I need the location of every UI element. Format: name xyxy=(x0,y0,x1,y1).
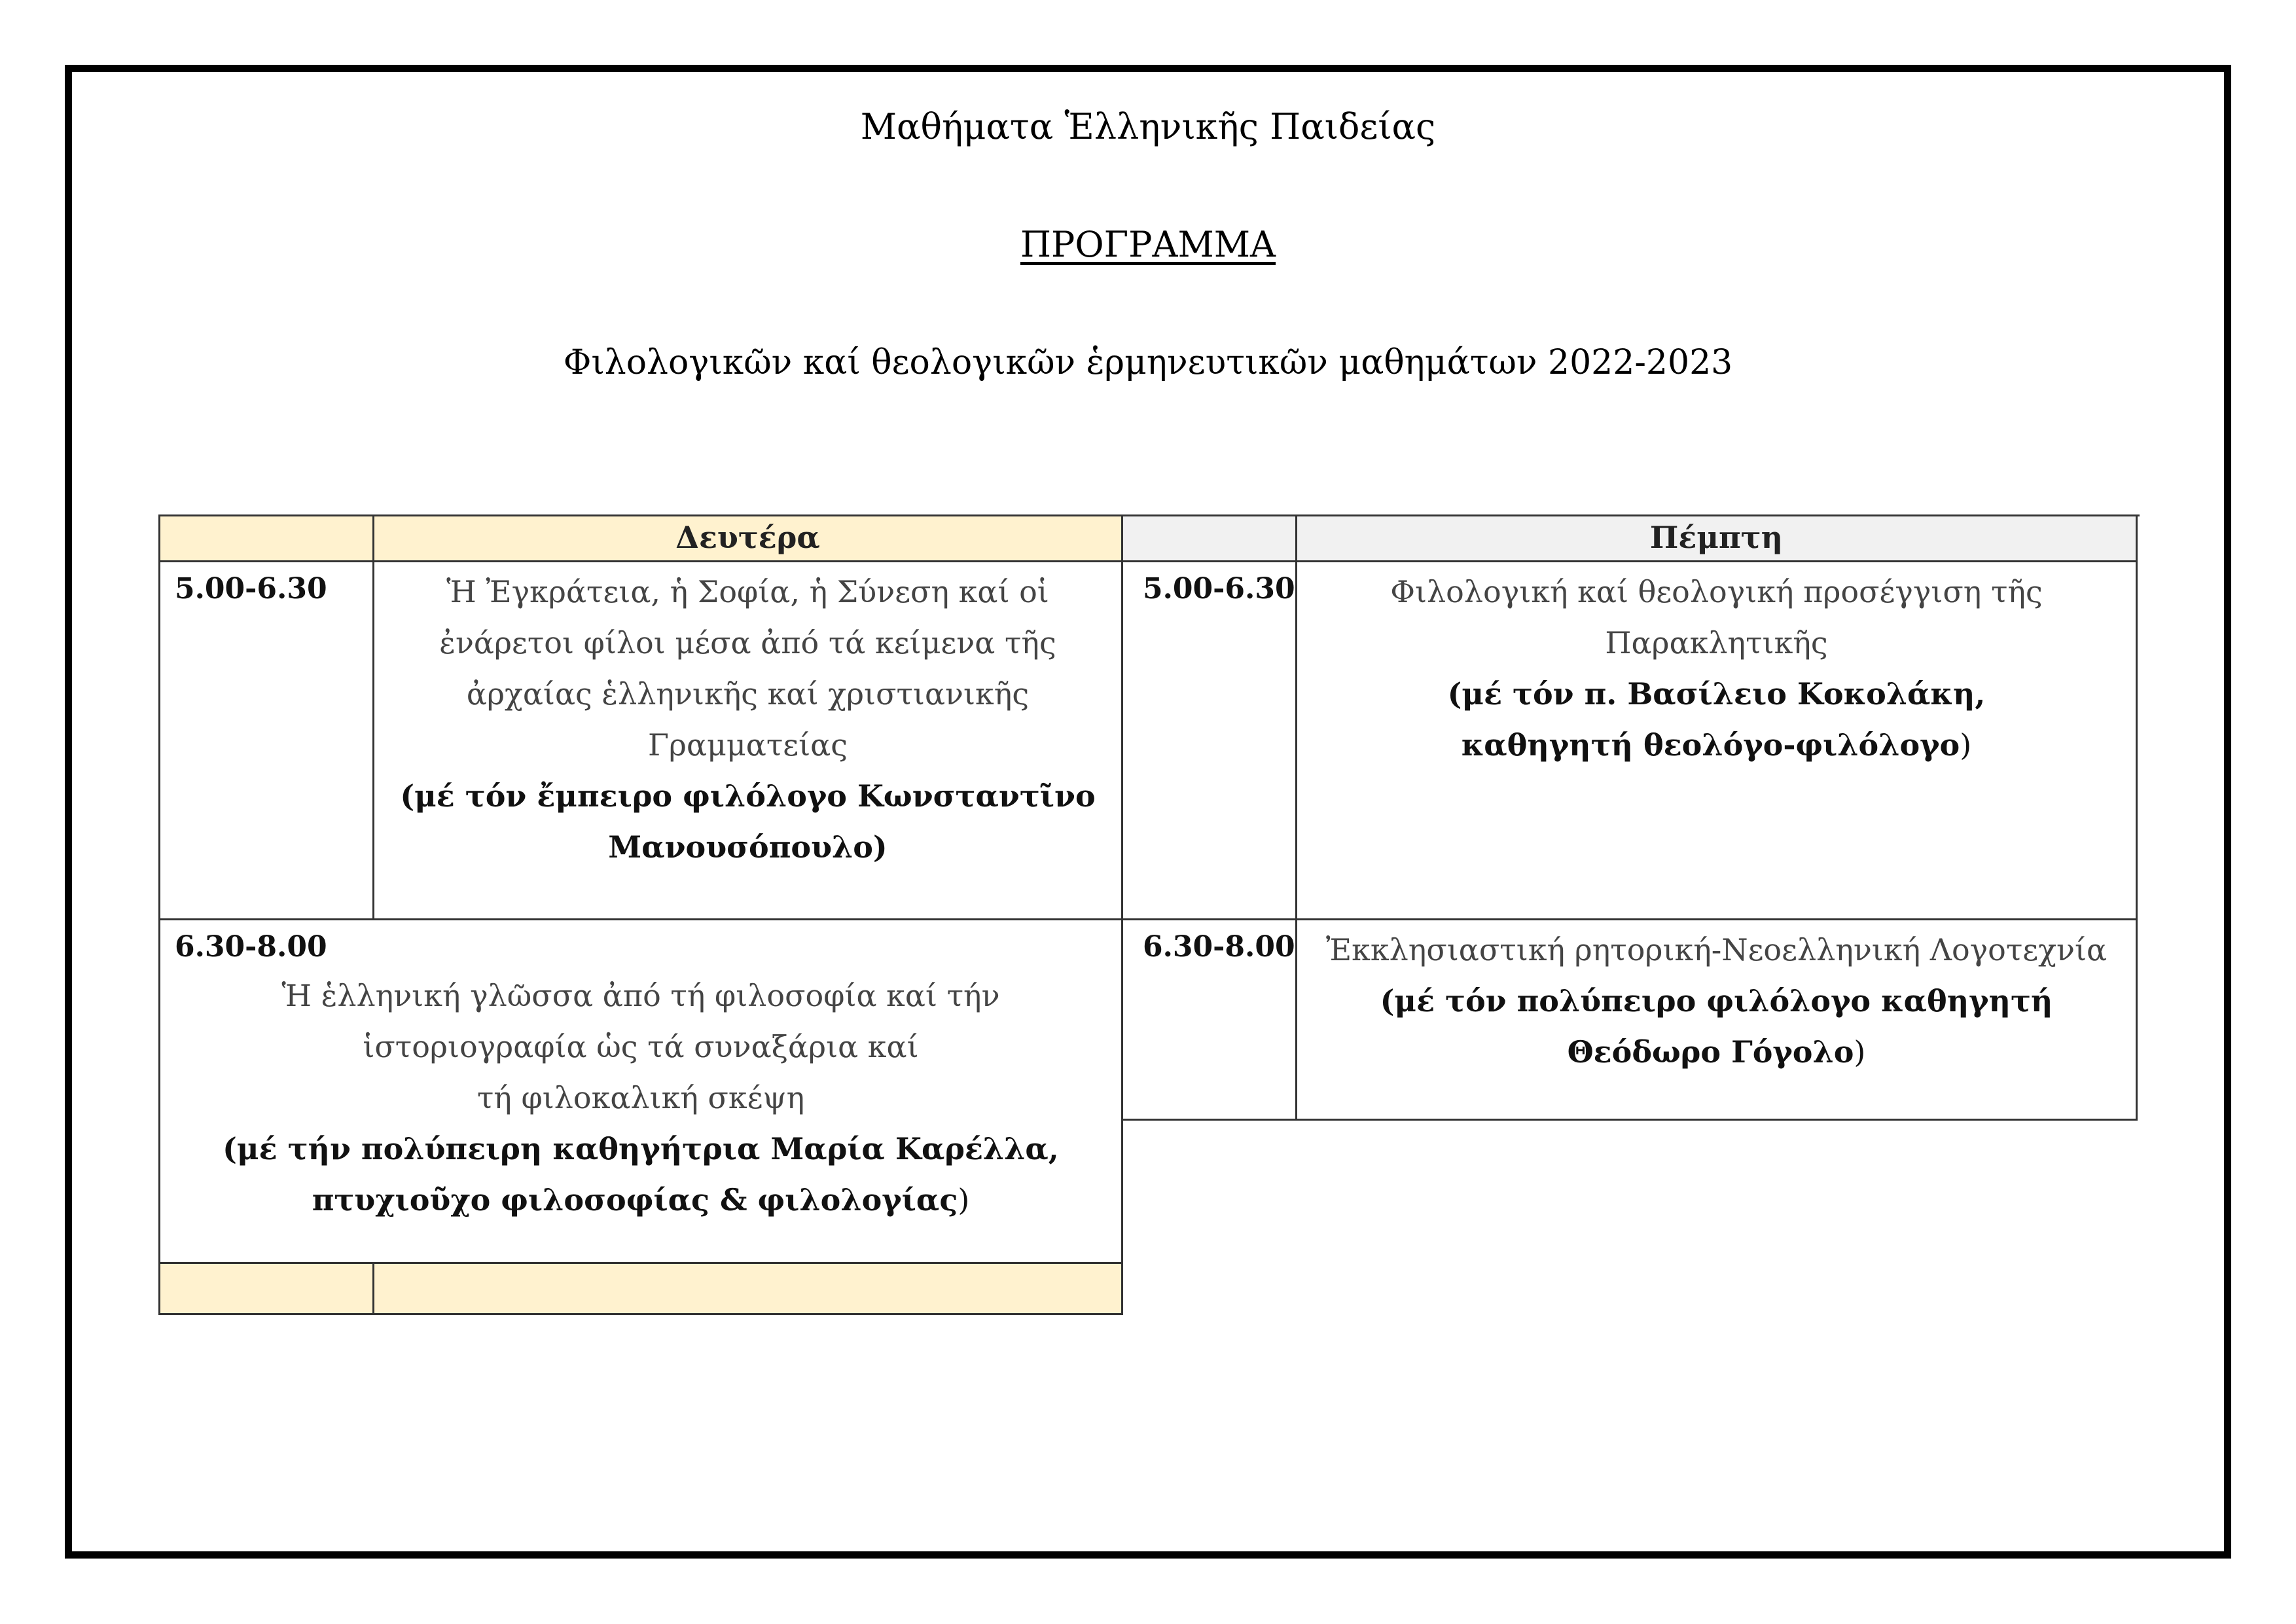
monday-slot2-content xyxy=(160,970,1121,1225)
thursday-slot2-teacher: (μέ τόν πολύπειρο φιλόλογο καθηγητή xyxy=(1380,983,2053,1019)
thursday-slot1-teacher-text: καθηγητή θεολόγο-φιλόλογο xyxy=(1461,727,1960,763)
thursday-slot2-content xyxy=(1297,920,2138,1121)
monday-header-time-cell xyxy=(160,516,374,562)
monday-slot1-line: ἐνάρετοι φίλοι μέσα ἀπό τά κείμενα τῆς xyxy=(439,625,1056,660)
monday-slot2-teacher: (μέ τήν πολύπειρη καθηγήτρια Μαρία Καρέλλα, xyxy=(223,1131,1059,1166)
monday-slot2-paren: ) xyxy=(958,1182,970,1218)
monday-slot2-line: ἱστοριογραφία ὡς τά συναξάρια καί xyxy=(363,1029,919,1064)
monday-slot2-line: τή φιλοκαλική σκέψη xyxy=(476,1080,805,1115)
monday-table xyxy=(158,514,1123,1315)
thursday-slot2-line: Ἐκκλησιαστική ρητορική-Νεοελληνική Λογοτεχνία xyxy=(1325,932,2108,967)
monday-slot2-time: 6.30-8.00 xyxy=(175,930,327,964)
thursday-slot2-paren: ) xyxy=(1854,1034,1866,1070)
monday-slot2-teacher-text: πτυχιοῦχο φιλοσοφίας & φιλολογίας xyxy=(312,1182,958,1218)
thursday-slot2-time: 6.30-8.00 xyxy=(1123,920,1297,1121)
thursday-slot1-line: Φιλολογική καί θεολογική προσέγγιση τῆς xyxy=(1390,574,2043,609)
monday-footer-time-cell xyxy=(160,1264,374,1315)
thursday-slot1-teacher: (μέ τόν π. Βασίλειο Κοκολάκη, xyxy=(1447,676,1986,712)
thursday-slot1-line: Παρακλητικῆς xyxy=(1605,625,1828,660)
monday-slot2-cell xyxy=(160,920,1123,1264)
monday-slot2-line: Ἡ ἑλληνική γλῶσσα ἀπό τή φιλοσοφία καί τήν xyxy=(281,978,1000,1013)
monday-slot1-line: Ἡ Ἐγκράτεια, ἡ Σοφία, ἡ Σύνεση καί οἱ xyxy=(446,574,1049,609)
program-heading: ΠΡΟΓΡΑΜΜΑ xyxy=(1020,224,1276,265)
monday-slot1-teacher: Μανουσόπουλο) xyxy=(608,829,888,865)
schedule-subtitle: Φιλολογικῶν καί θεολογικῶν ἑρμηνευτικῶν μαθημάτων 2022-2023 xyxy=(563,343,1733,382)
thursday-slot2-teacher-line2 xyxy=(1297,1026,2136,1077)
monday-slot1-line: Γραμματείας xyxy=(647,727,848,763)
thursday-slot1-time: 5.00-6.30 xyxy=(1123,562,1297,920)
monday-slot2-teacher-line2 xyxy=(160,1174,1121,1225)
monday-slot1-teacher: (μέ τόν ἔμπειρο φιλόλογο Κωνσταντῖνο xyxy=(400,778,1096,814)
thursday-table xyxy=(1123,514,2140,1121)
monday-slot1-line: ἀρχαίας ἑλληνικῆς καί χριστιανικῆς xyxy=(466,676,1030,712)
page-title: Μαθήματα Ἑλληνικῆς Παιδείας xyxy=(860,106,1436,147)
thursday-header-time-cell xyxy=(1123,516,1297,562)
monday-footer-content-cell xyxy=(374,1264,1123,1315)
thursday-slot1-content xyxy=(1297,562,2138,920)
thursday-day-header: Πέμπτη xyxy=(1297,516,2138,562)
thursday-slot2-teacher-text: Θεόδωρο Γόγολο xyxy=(1567,1034,1854,1070)
monday-slot1-content xyxy=(374,562,1123,920)
thursday-slot1-teacher-line2 xyxy=(1297,719,2136,770)
monday-day-header: Δευτέρα xyxy=(374,516,1123,562)
monday-slot1-time: 5.00-6.30 xyxy=(160,562,374,920)
thursday-slot1-paren: ) xyxy=(1960,727,1972,763)
